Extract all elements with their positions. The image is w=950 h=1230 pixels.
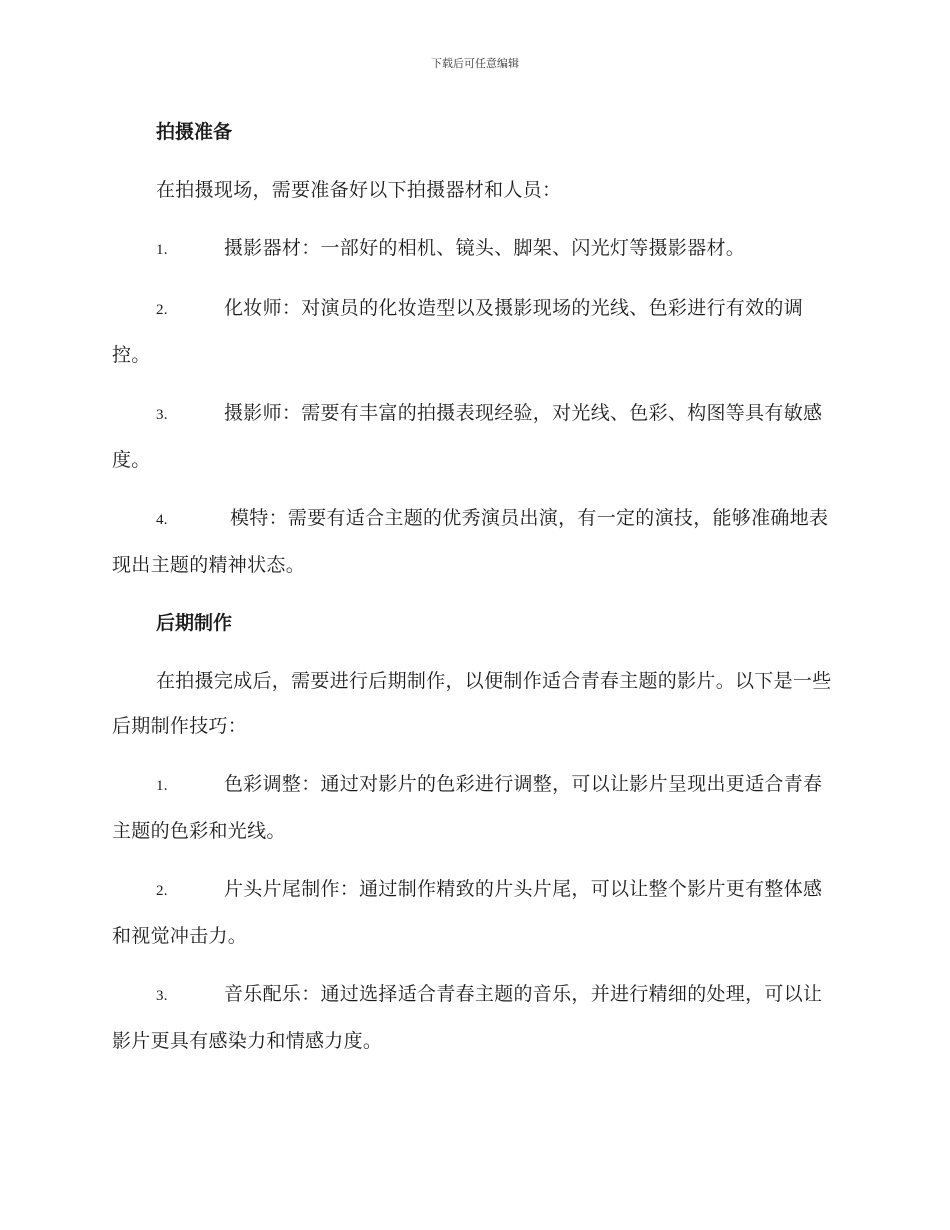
list-item	[112, 286, 838, 378]
list-number: 2.	[156, 302, 168, 318]
list-text: 模特：需要有适合主题的优秀演员出演，有一定的演技，能够准确地表现出主题的精神状态。	[112, 507, 829, 576]
list-number: 1.	[156, 778, 168, 794]
document-body	[112, 110, 838, 1077]
list-number: 2.	[156, 883, 168, 899]
list-text: 音乐配乐：通过选择适合青春主题的音乐，并进行精细的处理，可以让影片更具有感染力和情感力度。	[112, 983, 823, 1052]
list-text: 色彩调整：通过对影片的色彩进行调整，可以让影片呈现出更适合青春主题的色彩和光线。	[112, 773, 823, 842]
section-heading-post: 后期制作	[156, 612, 233, 634]
list-text: 摄影师：需要有丰富的拍摄表现经验，对光线、色彩、构图等具有敏感度。	[112, 402, 823, 471]
list-item	[112, 391, 838, 483]
list-number: 3.	[156, 988, 168, 1004]
list-text: 片头片尾制作：通过制作精致的片头片尾，可以让整个影片更有整体感和视觉冲击力。	[112, 878, 823, 947]
list-item	[112, 762, 838, 854]
list-text: 化妆师：对演员的化妆造型以及摄影现场的光线、色彩进行有效的调控。	[112, 297, 804, 366]
list-text: 摄影器材：一部好的相机、镜头、脚架、闪光灯等摄影器材。	[224, 237, 746, 259]
list-number: 1.	[156, 242, 168, 258]
section-heading-shooting: 拍摄准备	[156, 121, 233, 143]
list-number: 4.	[156, 512, 168, 528]
list-item	[112, 972, 838, 1064]
post-intro: 在拍摄完成后，需要进行后期制作，以便制作适合青春主题的影片。以下是一些后期制作技巧：	[112, 670, 832, 737]
list-number: 3.	[156, 407, 168, 423]
list-item	[112, 496, 838, 588]
shooting-intro: 在拍摄现场，需要准备好以下拍摄器材和人员：	[156, 179, 562, 201]
page-header: 下载后可任意编辑	[431, 57, 519, 70]
list-item	[112, 867, 838, 959]
list-item	[112, 226, 838, 273]
